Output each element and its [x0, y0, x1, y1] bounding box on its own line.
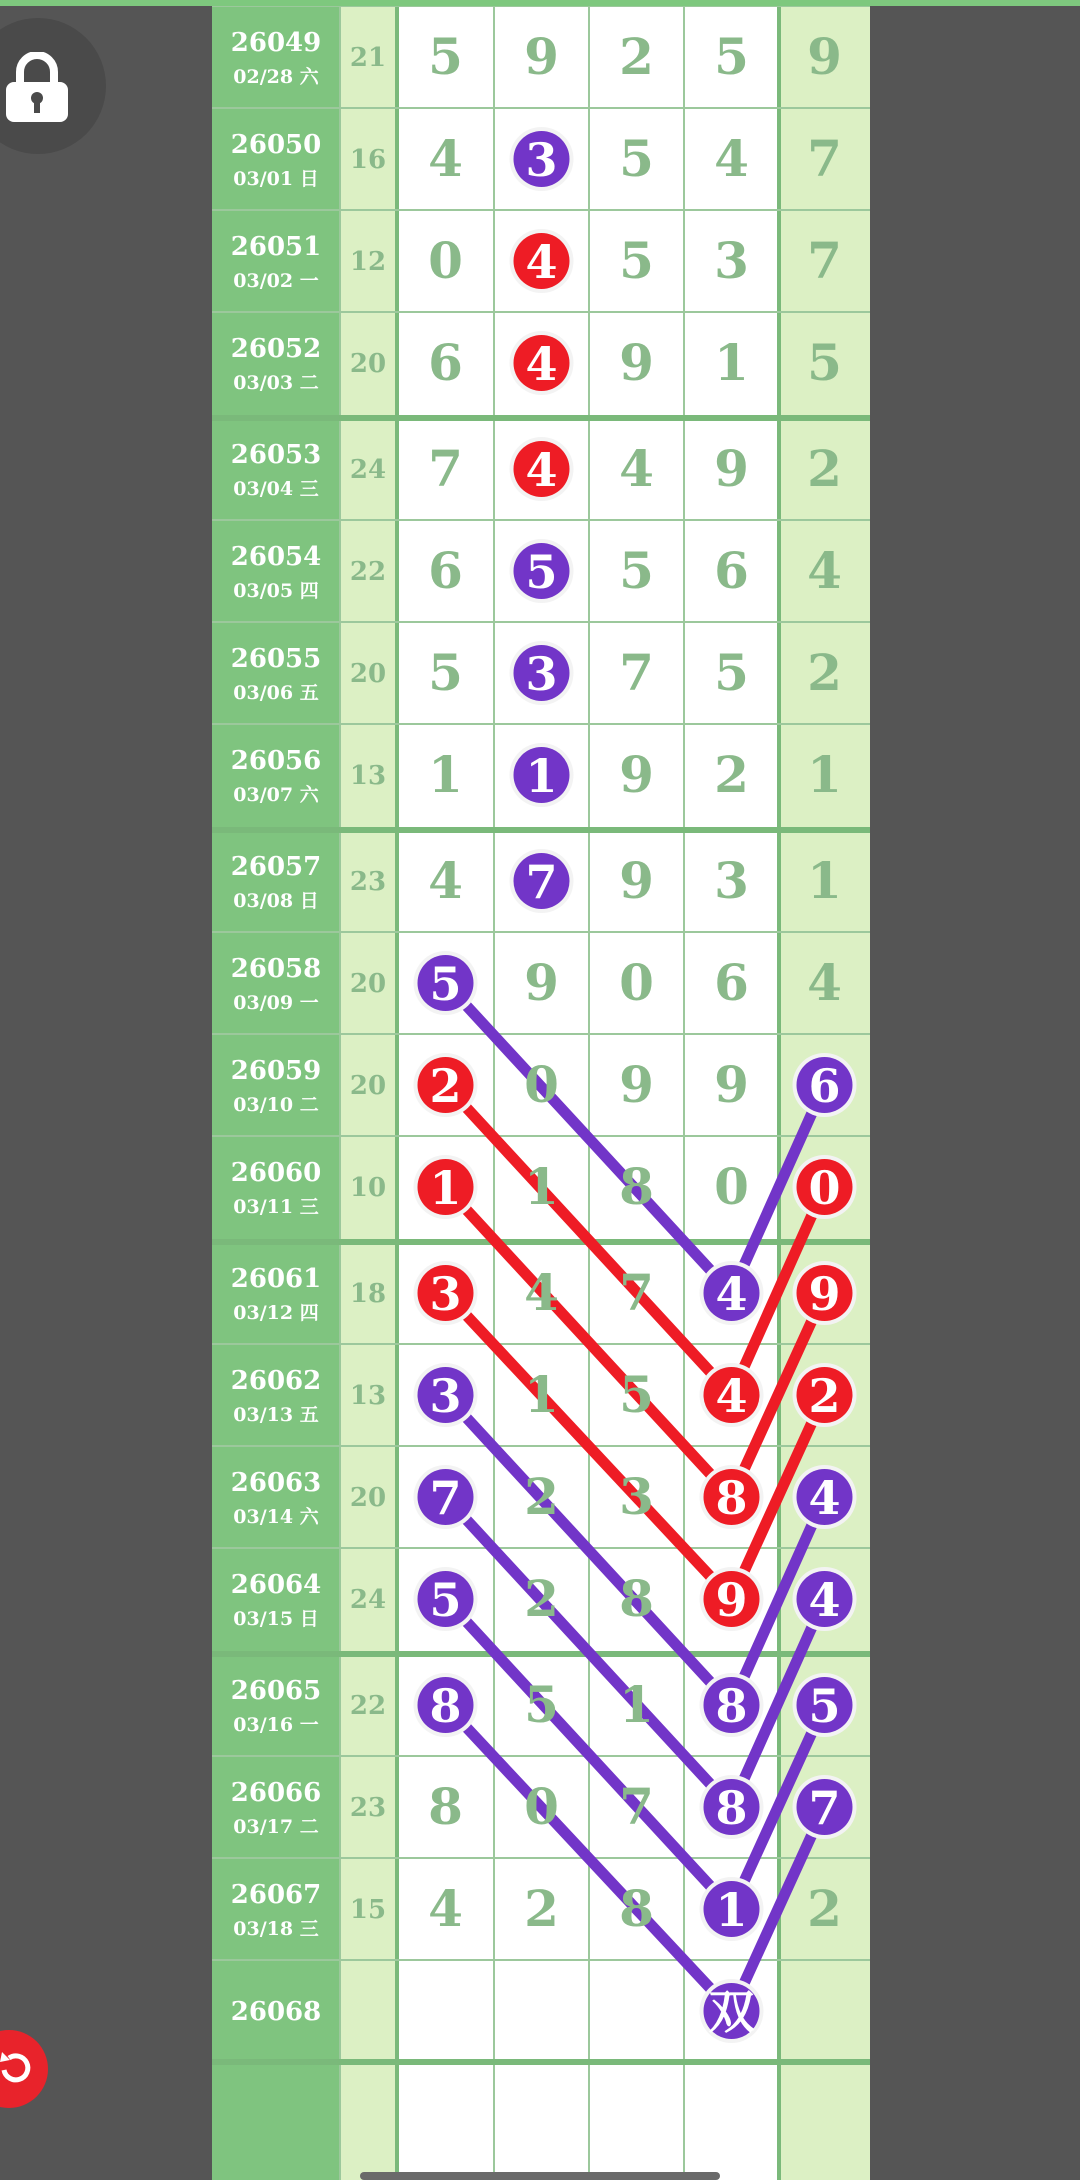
digit-cell: 7	[807, 129, 842, 188]
digit-cell: 1	[807, 851, 842, 910]
digit-cell: 3	[525, 133, 558, 187]
digit-cell: 3	[714, 231, 749, 290]
digit-cell: 4	[807, 953, 842, 1012]
digit-cell: 5	[429, 957, 462, 1011]
digit-cell: 1	[524, 1365, 559, 1424]
digit-cell: 9	[524, 27, 559, 86]
digit-cell: 3	[619, 1467, 654, 1526]
digit-cell: 2	[714, 745, 749, 804]
digit-cell: 2	[429, 1059, 462, 1113]
issue-number: 26056	[230, 746, 322, 776]
digit-cell: 6	[714, 953, 749, 1012]
issue-number: 26059	[230, 1056, 322, 1086]
sum-value: 20	[349, 659, 387, 689]
digit-cell: 7	[808, 1781, 841, 1835]
digit-cell: 5	[808, 1679, 841, 1733]
digit-cell: 9	[714, 439, 749, 498]
sum-value: 20	[349, 349, 387, 379]
issue-number: 26063	[230, 1468, 322, 1498]
digit-cell: 3	[714, 851, 749, 910]
digit-cell: 9	[619, 1055, 654, 1114]
digit-cell: 1	[525, 749, 558, 803]
issue-date: 03/05 四	[233, 580, 319, 602]
issue-date: 03/06 五	[233, 682, 319, 704]
digit-cell: 9	[524, 953, 559, 1012]
issue-number: 26053	[230, 440, 322, 470]
sum-value: 12	[349, 247, 387, 277]
trend-chart-svg	[212, 6, 870, 2180]
digit-cell: 4	[428, 851, 463, 910]
sum-value: 10	[349, 1173, 387, 1203]
issue-number: 26054	[230, 542, 322, 572]
issue-number: 26052	[230, 334, 322, 364]
digit-cell: 4	[525, 235, 558, 289]
digit-cell: 0	[524, 1055, 559, 1114]
digit-cell: 5	[428, 27, 463, 86]
issue-date: 03/13 五	[233, 1404, 319, 1426]
digit-cell: 8	[619, 1879, 654, 1938]
digit-cell: 5	[807, 333, 842, 392]
digit-cell: 4	[525, 337, 558, 391]
digit-cell: 5	[428, 643, 463, 702]
digit-cell: 5	[619, 129, 654, 188]
digit-cell: 5	[619, 541, 654, 600]
refresh-icon	[0, 2048, 36, 2088]
issue-number: 26064	[230, 1570, 322, 1600]
issue-date: 03/08 日	[233, 890, 319, 912]
digit-cell: 2	[808, 1369, 841, 1423]
digit-cell: 1	[714, 333, 749, 392]
issue-number: 26049	[230, 28, 322, 58]
issue-column-bg	[212, 6, 340, 2180]
sum-value: 22	[349, 1691, 387, 1721]
digit-cell: 6	[808, 1059, 841, 1113]
sum-value: 15	[349, 1895, 387, 1925]
digit-cell: 2	[619, 27, 654, 86]
issue-date: 03/01 日	[233, 168, 319, 190]
digit-cell: 8	[619, 1157, 654, 1216]
issue-number: 26068	[230, 1997, 322, 2027]
refresh-button[interactable]	[0, 2030, 48, 2108]
issue-number: 26067	[230, 1880, 322, 1910]
issue-date: 03/11 三	[233, 1196, 319, 1218]
digit-cell: 3	[429, 1267, 462, 1321]
digit-cell: 1	[428, 745, 463, 804]
digit-cell: 4	[714, 129, 749, 188]
sum-value: 23	[349, 1793, 387, 1823]
digit-cell: 8	[715, 1471, 748, 1525]
issue-number: 26062	[230, 1366, 322, 1396]
digit-cell: 3	[525, 647, 558, 701]
home-indicator	[360, 2172, 720, 2180]
digit-cell: 4	[715, 1267, 748, 1321]
digit-cell: 1	[807, 745, 842, 804]
digit-cell: 5	[525, 545, 558, 599]
digit-cell: 2	[807, 439, 842, 498]
issue-date: 03/17 二	[233, 1816, 319, 1838]
digit-cell: 5	[619, 231, 654, 290]
digit-cell: 4	[808, 1471, 841, 1525]
issue-number: 26055	[230, 644, 322, 674]
digit-cell: 1	[429, 1161, 462, 1215]
digit-cell: 1	[715, 1883, 748, 1937]
digit-cell: 8	[715, 1781, 748, 1835]
digit-cell: 4	[525, 443, 558, 497]
sum-value: 13	[349, 1381, 387, 1411]
digit-cell: 5	[524, 1675, 559, 1734]
digit-cell: 4	[524, 1263, 559, 1322]
lock-icon	[0, 52, 74, 122]
digit-cell: 7	[619, 643, 654, 702]
issue-date: 03/10 二	[233, 1094, 319, 1116]
issue-number: 26065	[230, 1676, 322, 1706]
digit-cell: 7	[525, 855, 558, 909]
issue-number: 26060	[230, 1158, 322, 1188]
issue-number: 26051	[230, 232, 322, 262]
issue-date: 03/09 一	[233, 992, 319, 1014]
sum-value: 21	[349, 43, 387, 73]
digit-cell: 9	[619, 333, 654, 392]
digit-cell: 9	[808, 1267, 841, 1321]
digit-cell: 0	[524, 1777, 559, 1836]
digit-cell: 双	[708, 1985, 755, 2039]
issue-number: 26066	[230, 1778, 322, 1808]
issue-date: 03/12 四	[233, 1302, 319, 1324]
sum-value: 18	[349, 1279, 387, 1309]
digit-cell: 6	[428, 541, 463, 600]
digit-cell: 6	[428, 333, 463, 392]
issue-date: 03/18 三	[233, 1918, 319, 1940]
digit-cell: 2	[807, 643, 842, 702]
sum-value: 24	[349, 1585, 387, 1615]
sum-value: 24	[349, 455, 387, 485]
digit-cell: 9	[714, 1055, 749, 1114]
digit-cell: 9	[619, 745, 654, 804]
sum-value: 20	[349, 1483, 387, 1513]
digit-cell: 0	[714, 1157, 749, 1216]
issue-date: 03/07 六	[233, 784, 319, 806]
issue-number: 26057	[230, 852, 322, 882]
digit-cell: 2	[524, 1569, 559, 1628]
sum-value: 20	[349, 969, 387, 999]
digit-cell: 7	[619, 1777, 654, 1836]
digit-cell: 4	[428, 129, 463, 188]
digit-cell: 8	[715, 1679, 748, 1733]
digit-cell: 6	[714, 541, 749, 600]
issue-date: 03/14 六	[233, 1506, 319, 1528]
issue-date: 03/04 三	[233, 478, 319, 500]
digit-cell: 4	[807, 541, 842, 600]
digit-cell: 4	[808, 1573, 841, 1627]
digit-cell: 8	[429, 1679, 462, 1733]
issue-number: 26058	[230, 954, 322, 984]
digit-cell: 1	[619, 1675, 654, 1734]
digit-cell: 5	[619, 1365, 654, 1424]
digit-cell: 1	[524, 1157, 559, 1216]
issue-date: 03/03 二	[233, 372, 319, 394]
issue-date: 03/02 一	[233, 270, 319, 292]
digit-cell: 3	[429, 1369, 462, 1423]
digit-cell: 8	[428, 1777, 463, 1836]
digit-cell: 5	[714, 27, 749, 86]
lock-button[interactable]	[0, 18, 106, 154]
digit-cell: 8	[619, 1569, 654, 1628]
digit-cell: 0	[428, 231, 463, 290]
digit-cell: 5	[714, 643, 749, 702]
digit-cell: 4	[715, 1369, 748, 1423]
issue-date: 03/15 日	[233, 1608, 319, 1630]
sum-value: 22	[349, 557, 387, 587]
digit-cell: 9	[807, 27, 842, 86]
digit-cell: 2	[807, 1879, 842, 1938]
digit-cell: 5	[429, 1573, 462, 1627]
digit-cell: 4	[428, 1879, 463, 1938]
digit-cell: 9	[715, 1573, 748, 1627]
digit-cell: 2	[524, 1879, 559, 1938]
digit-cell: 7	[807, 231, 842, 290]
sum-value: 13	[349, 761, 387, 791]
sum-value: 16	[349, 145, 387, 175]
digit-cell: 0	[619, 953, 654, 1012]
digit-cell: 0	[808, 1161, 841, 1215]
digit-cell: 7	[429, 1471, 462, 1525]
digit-cell: 7	[619, 1263, 654, 1322]
digit-cell: 9	[619, 851, 654, 910]
issue-number: 26050	[230, 130, 322, 160]
sum-value: 23	[349, 867, 387, 897]
digit-cell: 4	[619, 439, 654, 498]
digit-cell: 7	[428, 439, 463, 498]
issue-date: 02/28 六	[233, 66, 319, 88]
issue-number: 26061	[230, 1264, 322, 1294]
issue-date: 03/16 一	[233, 1714, 319, 1736]
digit-cell: 2	[524, 1467, 559, 1526]
trend-chart-board	[212, 6, 870, 2180]
sum-value: 20	[349, 1071, 387, 1101]
